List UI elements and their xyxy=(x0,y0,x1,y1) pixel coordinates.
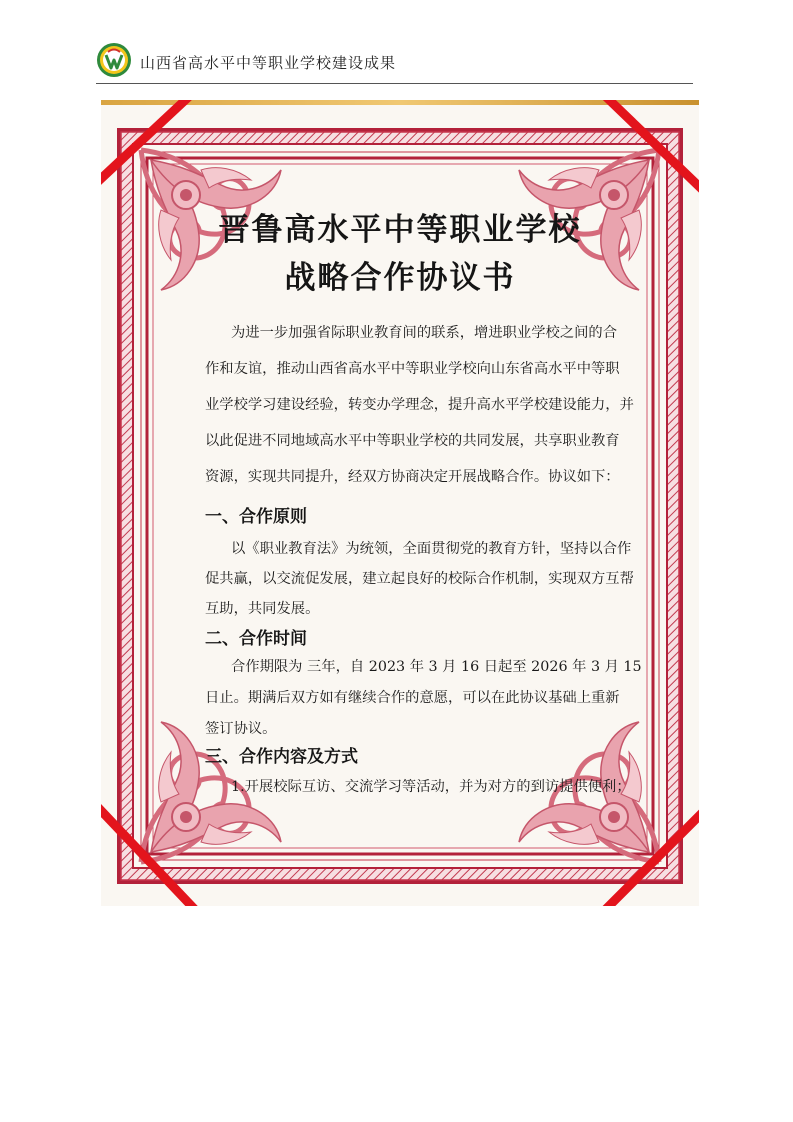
agreement-title-line1: 晋鲁高水平中等职业学校 xyxy=(218,212,582,248)
section1-line-1: 以《职业教育法》为统领，全面贯彻党的教育方针，坚持以合作 xyxy=(231,541,632,557)
intro-line-1: 为进一步加强省际职业教育间的联系，增进职业学校之间的合 xyxy=(231,325,618,341)
intro-line-5: 资源，实现共同提升，经双方协商决定开展战略合作。协议如下： xyxy=(205,469,620,485)
header-divider xyxy=(96,83,693,84)
section2-line-1: 合作期限为 三年，自 2023 年 3 月 16 日起至 2026 年 3 月 15 xyxy=(231,659,642,675)
intro-line-4: 以此促进不同地域高水平中等职业学校的共同发展，共享职业教育 xyxy=(205,433,620,449)
section2-line-2: 日止。期满后双方如有继续合作的意愿，可以在此协议基础上重新 xyxy=(205,690,620,706)
header-title: 山西省高水平中等职业学校建设成果 xyxy=(140,54,397,72)
section3-line-1: 1.开展校际互访、交流学习等活动，并为对方的到访提供便利； xyxy=(231,779,631,795)
agreement-title-line2: 战略合作协议书 xyxy=(284,260,516,296)
section1-line-2: 促共赢，以交流促发展，建立起良好的校际合作机制，实现双方互帮 xyxy=(205,571,634,587)
agreement-certificate xyxy=(101,100,699,906)
section2-heading: 二、合作时间 xyxy=(205,629,307,649)
section1-line-3: 互助，共同发展。 xyxy=(205,601,320,617)
intro-line-3: 业学校学习建设经验，转变办学理念，提升高水平学校建设能力，并 xyxy=(205,397,634,413)
section2-line-3: 签订协议。 xyxy=(205,721,277,737)
intro-line-2: 作和友谊，推动山西省高水平中等职业学校向山东省高水平中等职 xyxy=(205,361,620,377)
section1-heading: 一、合作原则 xyxy=(205,507,307,527)
section3-heading: 三、合作内容及方式 xyxy=(205,747,358,767)
school-emblem-icon xyxy=(96,42,132,78)
page-header xyxy=(0,0,793,90)
